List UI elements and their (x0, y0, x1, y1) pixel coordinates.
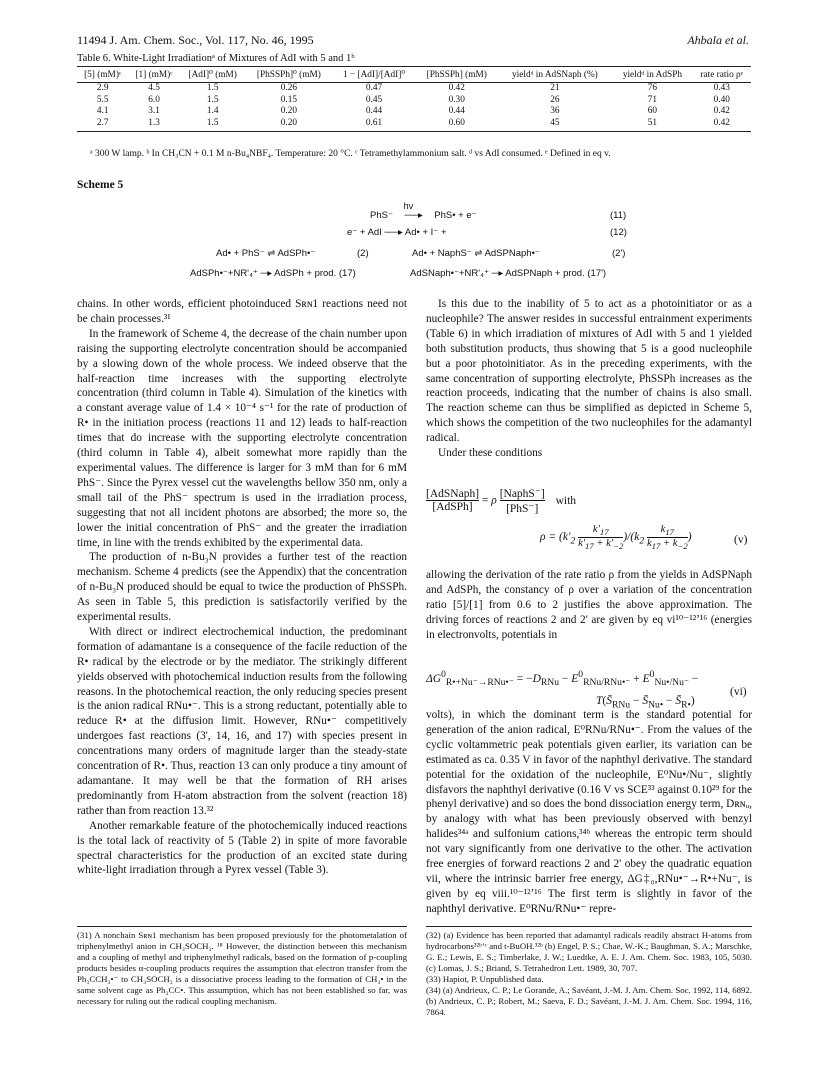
scheme-eq-11 (370, 201, 477, 221)
scheme-title: Scheme 5 (77, 179, 124, 191)
scheme-eq-17 (190, 268, 356, 279)
table-cell: 36 (550, 106, 560, 116)
table-cell: 1.3 (128, 118, 179, 132)
table-cell: 0.42 (448, 83, 465, 93)
table-cell: 2.9 (96, 83, 109, 93)
table-header-cell: [PhSSPh]⁰ (mM) (246, 67, 332, 83)
paragraph: chains. In other words, efficient photoinduced Sʀɴ1 reactions need not be chain processes.³¹ (77, 298, 407, 325)
scheme-eq-12 (347, 227, 447, 238)
eq17p-right: AdSPNaph + prod. (17') (505, 268, 607, 279)
table-cell: 4.5 (148, 83, 160, 93)
eq11-left: PhS⁻ (370, 210, 393, 221)
running-header: 11494 J. Am. Chem. Soc., Vol. 117, No. 46, 1995 (77, 33, 314, 47)
paragraph: Is this due to the inability of 5 to act as a photoinitiator or as a nucleophile? The answer resides in successful entrainment experiments (Table 6) in which irradiation of mixtures of AdI with 5 and 1 yielded both substitution products, thus showing that 5 is a good nucleophile but a poor photoinitiator. As in the preceding experiments, with the same concentration of supporting electrolyte, PhSSPh increases as the reaction proceeds, indicating that the number of chains is also small. The reaction scheme can thus be simplified as depicted in Scheme 5, which shows the competition of the two nucleophiles for the adamantyl radical. (426, 298, 752, 445)
table-header-cell: yieldᵈ in AdSPh (612, 67, 692, 83)
footnote-31: (31) A nonchain Sʀɴ1 mechanism has been proposed previously for the photometalation of triphenylmethyl anion in CH₃SOCH₃. ¹⁸ However, the distinction between this mechanism and a coupling of methyl and triphenylmethyl radicals, based on the formation of p-coupling products besides α-coupling products requires the assumption that electron transfer from the Ph₃CCH₃•⁻ to CH₃SOCH₃ is a dissociative process leading to the formation of CH₃• in the same solvent cage as Ph₃CC•. This assumption, which has not been established so far, was necessary for ruling out the radical coupling mechanism. (77, 930, 407, 1006)
table-header-cell: [AdI]⁰ (mM) (180, 67, 246, 83)
arrow-icon: ──▸ (384, 227, 405, 238)
table-cell: 1.5 (206, 94, 219, 105)
paragraph: Under these conditions (438, 447, 543, 460)
scheme-eq-2 (216, 248, 315, 259)
paragraph: With direct or indirect electrochemical induction, the predominant formation of adamantane is a consequence of the facile reduction of the R• radical by the electrode or by the mediator. The strikingly different yields observed with photochemical induction results from the following reasons. In the photochemical reaction, the only reducing species present is the anion radical RNu•⁻. This is a strong reductant, potentially able to reduce R• at the diffusion limit. However, RNu•⁻ competitively undergoes fast reactions (3', 14, 16, and 17) with species present in concentrations many orders of magnitude larger than the steady-state concentration of R•. Thus, reaction 13 can only produce a tiny amount of adamantane. It may well be that the formation of RH arises predominantly from H-atom abstraction from the solvent (reaction 18) rather than from reaction 13.³² (77, 625, 408, 817)
table-row (77, 83, 751, 95)
with-word: with (555, 494, 577, 507)
table-row (77, 95, 751, 107)
table-cell: 1.4 (206, 106, 219, 116)
table-cell: 76 (647, 83, 658, 93)
eq2-right: AdSPh•⁻ (277, 248, 316, 259)
table-cell: 0.60 (416, 118, 497, 132)
table-cell: 26 (550, 94, 560, 105)
eq11-over: hν (403, 201, 414, 211)
table-cell: 0.61 (332, 118, 416, 132)
table-cell: 0.42 (692, 118, 751, 132)
equation-rho: $\rho = (k'_2$ $\frac{k'_{17}}{k'_{17} + k'_{-2}}$ )$/(k_2$ $\frac{k_{17}}{k_{17} + k_{-2}}$ ) (540, 524, 692, 552)
eq11-right: PhS• + e⁻ (434, 210, 477, 221)
scheme-eq-2p (412, 248, 540, 259)
eq17-left: AdSPh•⁻+NR'₄⁺ (190, 268, 258, 279)
table-header-cell: yieldᵈ in AdSNaph (%) (497, 67, 612, 83)
table-cell: 0.20 (280, 106, 297, 116)
footnote-divider (77, 926, 407, 927)
table-header-cell: [PhSSPh] (mM) (416, 67, 497, 83)
frac-den: [AdSPh] (432, 501, 473, 513)
table-cell: 0.40 (713, 94, 730, 105)
footnote-33: (33) Hapiot, P. Unpublished data. (426, 974, 544, 984)
equilibrium-arrow-icon: ⇌ (267, 248, 278, 259)
table-cell: 1.5 (180, 118, 246, 132)
table-cell: 3.1 (148, 106, 160, 116)
table-title: Table 6. White-Light Irradiationᵃ of Mixtures of AdI with 5 and 1ᵇ (77, 53, 355, 64)
table-cell: 21 (550, 83, 560, 93)
footnote-divider (426, 926, 752, 927)
table-cell: 60 (647, 106, 658, 116)
table-header-cell: [1] (mM)ᶜ (128, 67, 179, 83)
eq-v-label: (v) (734, 534, 748, 546)
footnote-32: (32) (a) Evidence has been reported that adamantyl radicals readily abstract H-atoms from hydrocarbons³²ᵇʼᶜ and t-BuOH.³²ᵇ (b) Engel, P. S.; Chae, W.-K.; Baughman, S. A.; Marschke, G. E.; Lewis, E. S.; Timberlake, J. W.; Luedtke, A. E. J. Am. Chem. Soc. 1983, 105, 5030. (c) Lomas, J. S.; Briand, S. Tetrahedron Lett. 1989, 30, 707. (426, 930, 752, 973)
eq2-left: Ad• + PhS⁻ (216, 248, 265, 259)
table-cell: 0.44 (365, 106, 383, 116)
arrow-icon: ─▸ (260, 268, 275, 279)
eq2p-number: (2') (612, 248, 626, 259)
table-header-cell: rate ratio ρᵉ (692, 67, 751, 83)
author-header: Ahbala et al. (687, 33, 749, 47)
table-cell: 4.1 (96, 106, 109, 116)
paragraph: volts), in which the dominant term is the standard potential for generation of the anion radical, E⁰RNu/RNu•⁻. From the values of the cyclic voltammetric peak potentials given earlier, its variation can be estimated as ca. 0.35 V in favor of the naphthyl derivative. The standard potential for the oxidation of the nucleophile, E⁰Nu•/Nu⁻, slightly disfavors the naphthyl derivative (0.16 V vs SCE³³ against 0.10²⁹ for the phenyl derivative) and so does the bond dissociation energy term, Dʀɴᵤ, by analogy with what has been previously observed with benzyl halides³⁴ᵃ and sulfonium cations,³⁴ᵇ whereas the entropic term should not vary significantly from one derivative to the other. The activation free energies of forward reactions 2 and 2' obey the quadratic equation vii, where the intrinsic barrier free energy, ΔG‡₀,RNu•⁻→R•+Nu⁻, is given by eq viii.¹⁰⁻¹²ʼ¹⁶ The first term is slightly in favor of the naphthyl derivative. E⁰RNu/RNu•⁻ repre- (426, 709, 752, 915)
table-cell: 0.43 (713, 83, 730, 93)
eq11-number: (11) (610, 210, 627, 221)
frac-num: [NaphS⁻] (499, 488, 545, 500)
right-column (426, 297, 752, 461)
table-cell: 0.42 (713, 106, 730, 116)
table-cell: 0.45 (365, 94, 383, 105)
table-cell: 0.44 (448, 106, 465, 116)
eq2p-left: Ad• + NaphS⁻ (412, 248, 472, 259)
paragraph-block (426, 708, 752, 917)
table-footnote: ᵃ 300 W lamp. ᵇ In CH₃CN + 0.1 M n-Bu₄NBF₄. Temperature: 20 °C. ᶜ Tetramethylammonium salt. ᵈ vs AdI consumed. ᵉ Defined in eq v. (90, 149, 611, 159)
footnote-34: (34) (a) Andrieux, C. P.; Le Gorande, A.; Savéant, J.-M. J. Am. Chem. Soc. 1992, 114, 6892. (b) Andrieux, C. P.; Robert, M.; Saeva, F. D.; Savéant, J.-M. J. Am. Chem. Soc. 1994, 116, 7864. (426, 985, 752, 1017)
table-cell: 45 (497, 118, 612, 132)
eq17-right: AdSPh + prod. (17) (274, 268, 356, 279)
paragraph: Another remarkable feature of the photochemically induced reactions is the total lack of reactivity of 5 (Table 2) in spite of more favorable spectral characteristics for the production of an excited state during white-light irradiation through a Pyrex vessel (Table 3). (77, 819, 407, 877)
table-cell: 2.7 (77, 118, 128, 132)
table-cell: 0.47 (365, 83, 383, 93)
left-column (77, 297, 407, 878)
table-cell: 0.26 (280, 83, 297, 93)
arrow-icon: hν ──▸ (403, 201, 423, 221)
equation-ratio: [AdSNaph] [AdSPh] = ρ [NaphS⁻] [PhS⁻] with (426, 488, 577, 515)
equilibrium-arrow-icon: ⇌ (474, 248, 485, 259)
table-header-cell: [5] (mM)ᶜ (77, 67, 128, 83)
table-header-cell: 1 − [AdI]/[AdI]⁰ (332, 67, 416, 83)
eq12-left: e⁻ + AdI (347, 227, 382, 238)
scheme-eq-17p (410, 268, 606, 279)
paragraph: allowing the derivation of the rate ratio ρ from the yields in AdSPNaph and AdSPh, the constancy of ρ over a variation of the concentration ratio [5]/[1] from 0.6 to 2 justifies the above approximation. The driving forces of reactions 2 and 2' are given by eq vi¹⁰⁻¹²ʼ¹⁶ (energies in electronvolts, potentials in (426, 569, 752, 641)
eq-vi-label: (vi) (730, 686, 747, 698)
footnotes-right (426, 930, 752, 1018)
table-cell: 0.30 (448, 94, 465, 105)
table-cell: 1.5 (206, 83, 219, 93)
table-cell: 51 (612, 118, 692, 132)
table-row (77, 118, 751, 132)
arrow-icon: ─▸ (491, 268, 506, 279)
table-cell: 0.20 (246, 118, 332, 132)
table-row (77, 106, 751, 118)
eq12-number: (12) (610, 227, 627, 238)
paragraph: The production of n-Bu₃N provides a further test of the reaction mechanism. Scheme 4 predicts (see the Appendix) that the concentration of n-Bu₃N produced should be equal to twice the production of PhSSPh. As seen in Table 5, this prediction is satisfactorily verified by the experimental results. (77, 551, 407, 624)
table-cell: 71 (647, 94, 658, 105)
frac-num: [AdSNaph] (426, 488, 480, 500)
eq17p-left: AdSNaph•⁻+NR'₄⁺ (410, 268, 489, 279)
paragraph-block (426, 568, 752, 643)
data-table (77, 66, 751, 132)
table-cell: 0.15 (280, 94, 297, 105)
table-cell: 5.5 (96, 94, 109, 105)
frac-den: [PhS⁻] (506, 503, 539, 515)
equation-vi: $\Delta G^0_{R•+Nu^-\to RNu•^-} = -D_{RNu} - E^0_{RNu/RNu•^-} + E^0_{Nu•/Nu^-}$ − $T(S̄_{RNu}$ − $S̄_{Nu•}$ − $S̄_{R•}$) (426, 669, 699, 711)
eq2p-right: AdSPNaph•⁻ (484, 248, 540, 259)
eq2-number: (2) (357, 248, 369, 259)
eq12-right: Ad• + I⁻ + (404, 227, 447, 238)
table-cell: 6.0 (148, 94, 160, 105)
paragraph: In the framework of Scheme 4, the decrease of the chain number upon raising the supporting electrolyte concentration should be accompanied by a slowing down of the whole process. We indeed observe that the half-reaction time increases with the supporting electrolyte concentration (third column in Table 4). Simulation of the kinetics with a constant average value of 1.4 × 10⁻⁴ s⁻¹ for the rate of production of R• in the initiation process (reactions 11 and 12) leads to half-reaction times that do increase with the supporting electrolyte concentration (third column in Table 4), albeit somewhat more rapidly than the experimental values. The difference is larger for 3 mM than for 6 mM PhS⁻. Since the Pyrex vessel cut the wavelengths bellow 350 nm, only a small tail of the PhS⁻ spectrum is used in the irradiation process, suggesting that not all incident photons are absorbed; the more so, the lower the initial concentration of PhS⁻ and the greater the irradiation time, in line with the trends exhibited by the experimental data. (77, 327, 407, 549)
